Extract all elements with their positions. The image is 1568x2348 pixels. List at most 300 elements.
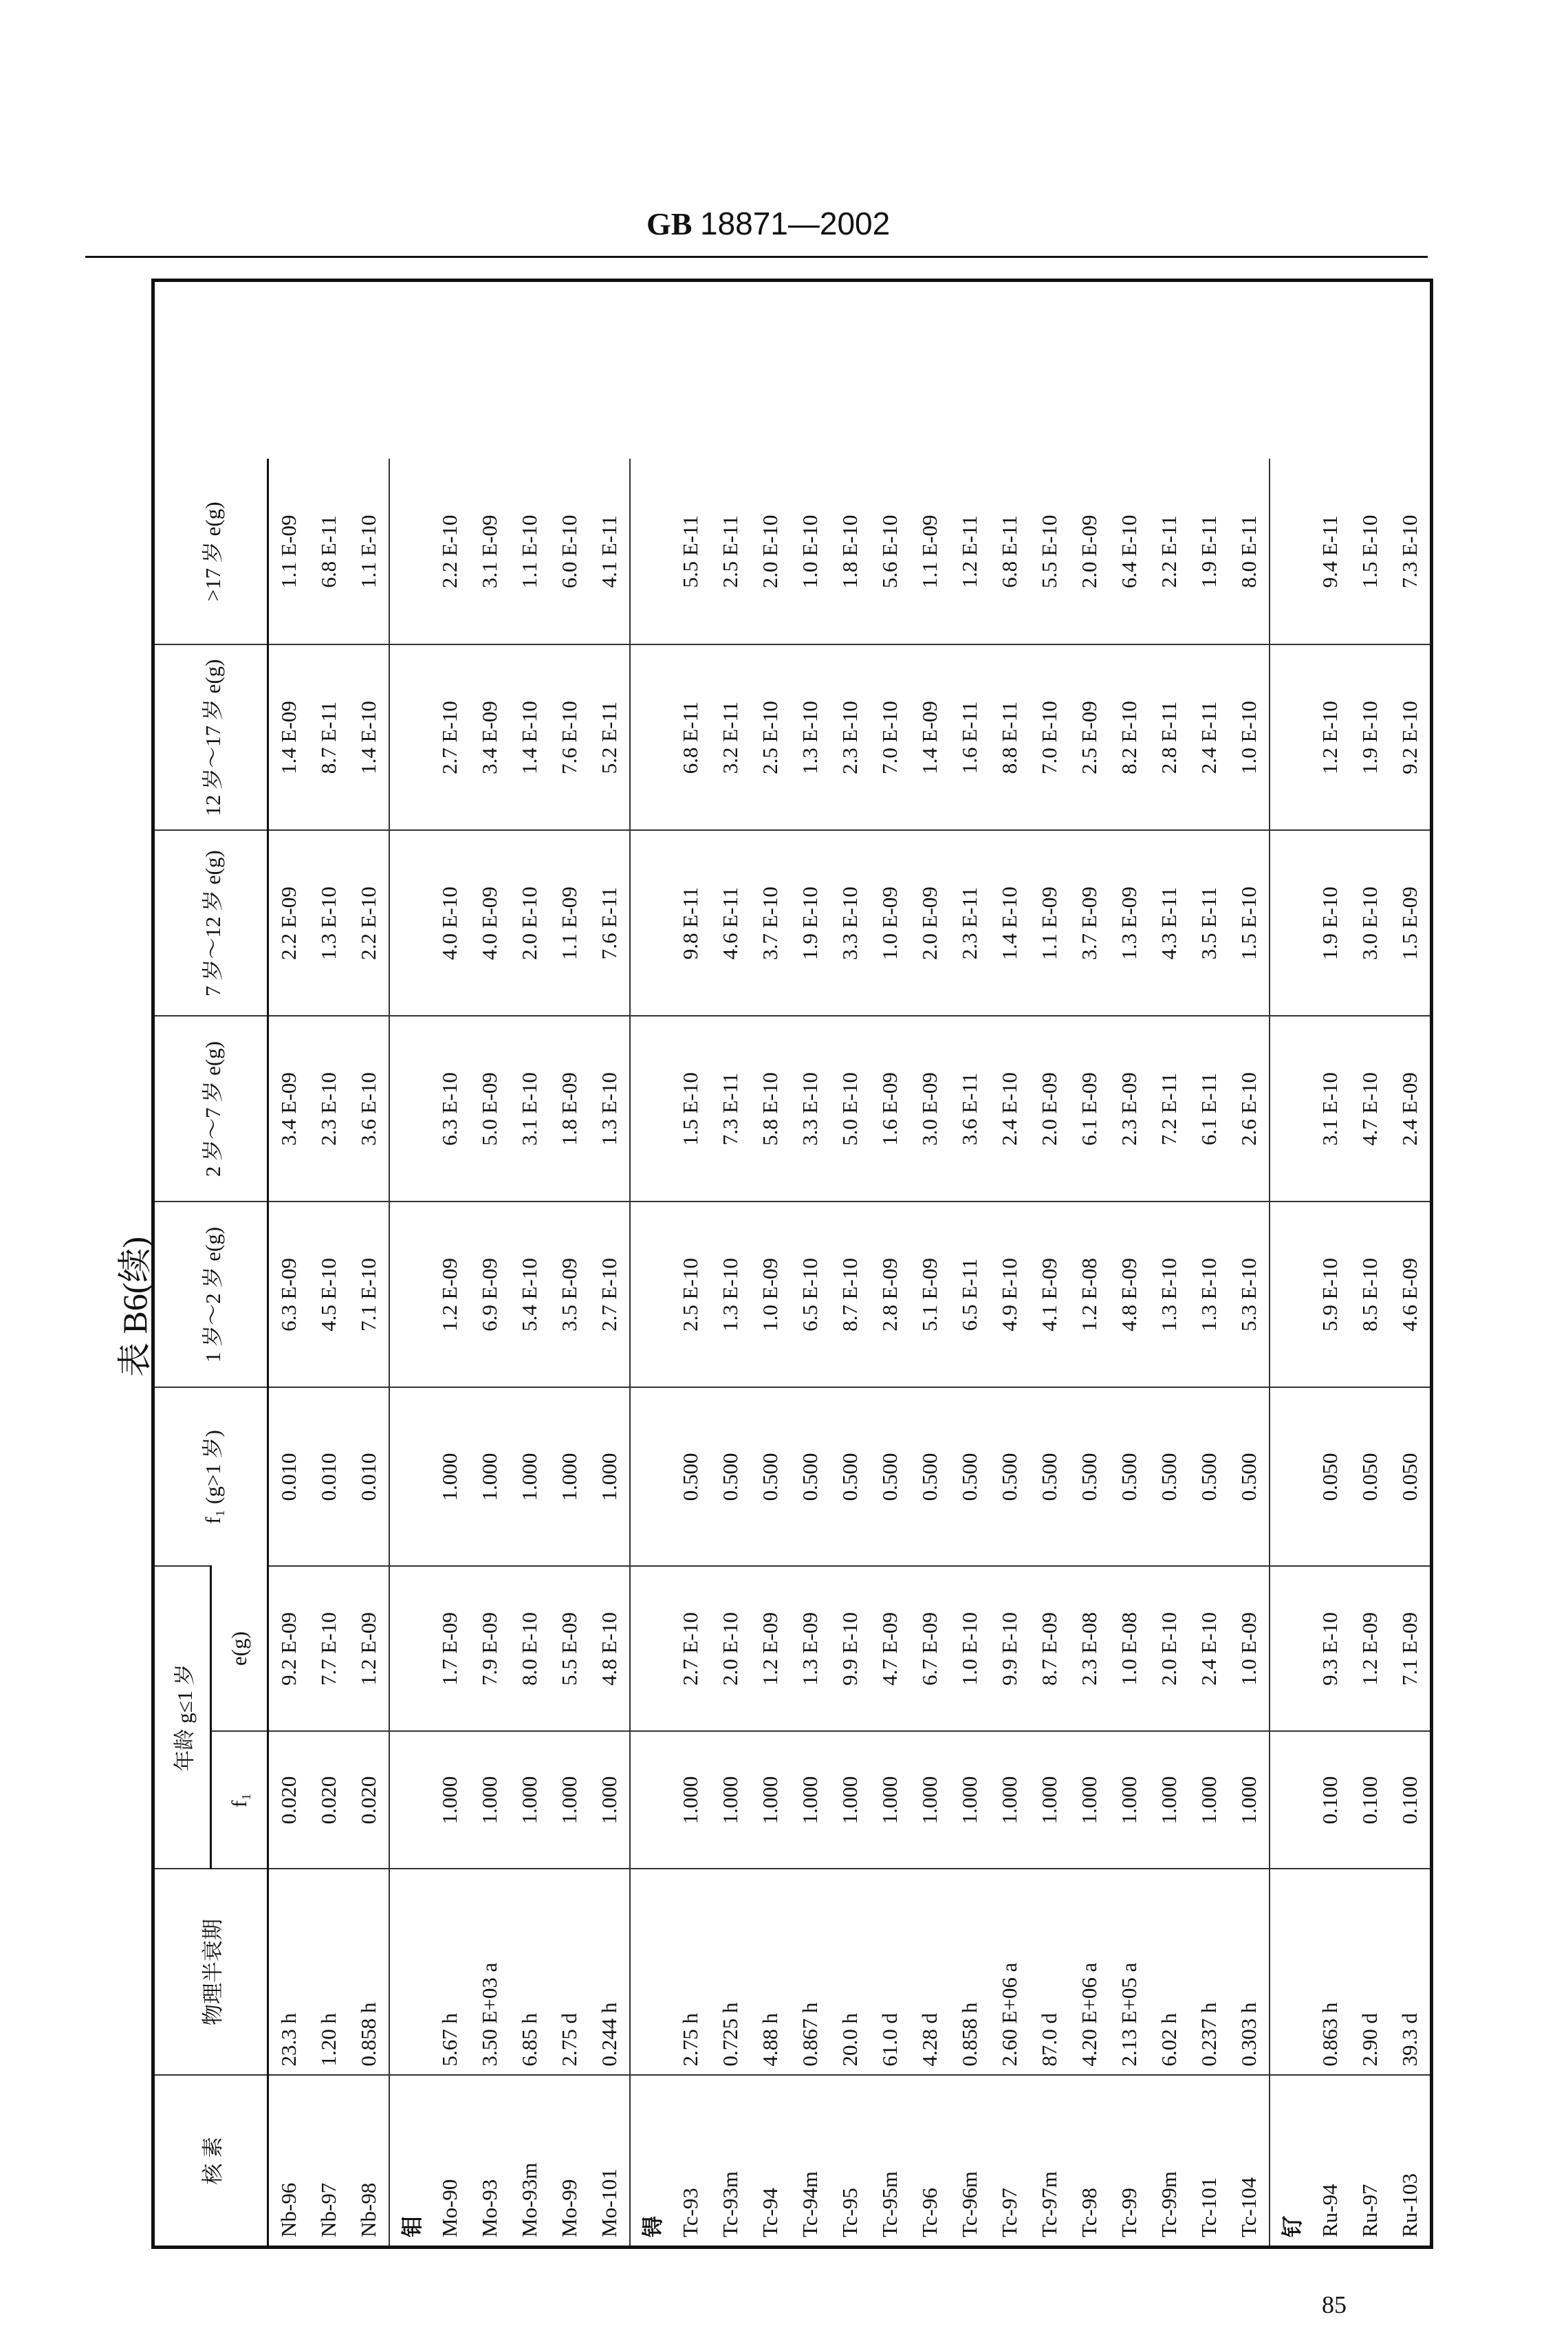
cell-e-7-12: 7.6 E-11 [589, 830, 630, 1016]
cell-e-2-7: 2.4 E-09 [1390, 1016, 1432, 1202]
cell-e-1-2: 1.2 E-09 [430, 1202, 470, 1387]
cell-infant-f1: 1.000 [589, 1732, 630, 1869]
cell-half-life: 2.60 E+06 a [990, 1869, 1030, 2076]
empty-cell [630, 644, 671, 830]
cell-e-1-2: 2.8 E-09 [870, 1202, 910, 1387]
cell-e-12-17: 1.4 E-09 [910, 644, 950, 830]
cell-nuclide: Tc-97 [990, 2076, 1030, 2248]
cell-infant-f1: 0.020 [309, 1732, 349, 1869]
cell-e-2-7: 5.0 E-09 [470, 1016, 510, 1202]
cell-half-life: 61.0 d [870, 1869, 910, 2076]
cell-e-1-2: 1.3 E-10 [1189, 1202, 1229, 1387]
cell-e-1-2: 8.7 E-10 [830, 1202, 870, 1387]
cell-e-1-2: 1.2 E-08 [1069, 1202, 1109, 1387]
cell-e-adult: 4.1 E-11 [597, 515, 621, 588]
cell-e-12-17: 1.9 E-10 [1350, 644, 1390, 830]
table-row [510, 280, 549, 2247]
cell-infant-f1: 1.000 [671, 1732, 710, 1869]
cell-half-life: 2.75 h [671, 1869, 710, 2076]
table-row [710, 280, 750, 2247]
cell-nuclide: Tc-94m [790, 2076, 830, 2248]
cell-infant-f1: 1.000 [750, 1732, 790, 1869]
table-row [750, 280, 790, 2247]
cell-nuclide: Tc-93m [710, 2076, 750, 2248]
header-infant-f1: f₁ [211, 1732, 268, 1869]
cell-e-12-17: 8.8 E-11 [990, 644, 1030, 830]
cell-infant-e: 7.7 E-10 [309, 1566, 349, 1731]
cell-e-12-17: 2.8 E-11 [1149, 644, 1189, 830]
cell-e-7-12: 3.5 E-11 [1189, 830, 1229, 1016]
cell-e-1-2: 1.0 E-09 [750, 1202, 790, 1387]
cell-e-7-12: 1.9 E-10 [1310, 830, 1350, 1016]
cell-e-12-17: 2.3 E-10 [830, 644, 870, 830]
cell-e-adult: 7.3 E-10 [1397, 514, 1422, 589]
cell-e-12-17: 7.0 E-10 [1030, 644, 1069, 830]
cell-nuclide: Nb-96 [268, 2076, 309, 2248]
empty-cell [1270, 1566, 1310, 1731]
cell-e-2-7: 2.0 E-09 [1030, 1016, 1069, 1202]
header-f1-older: f₁ (g>1 岁) [153, 1387, 268, 1566]
cell-f1-older: 0.500 [1229, 1387, 1270, 1566]
cell-nuclide: Tc-104 [1229, 2076, 1270, 2248]
cell-infant-e: 1.2 E-09 [750, 1566, 790, 1731]
cell-e-1-2: 4.5 E-10 [309, 1202, 349, 1387]
cell-infant-e: 2.3 E-08 [1069, 1566, 1109, 1731]
cell-e-2-7: 5.8 E-10 [750, 1016, 790, 1202]
empty-cell [1270, 1016, 1310, 1202]
empty-cell [630, 830, 671, 1016]
cell-e-7-12: 2.0 E-09 [910, 830, 950, 1016]
empty-cell [630, 1016, 671, 1202]
cell-f1-older: 0.050 [1310, 1387, 1350, 1566]
cell-e-7-12: 9.8 E-11 [671, 830, 710, 1016]
cell-e-7-12: 3.7 E-09 [1069, 830, 1109, 1016]
cell-e-1-2: 5.9 E-10 [1310, 1202, 1350, 1387]
cell-e-7-12: 1.0 E-09 [870, 830, 910, 1016]
cell-half-life: 0.237 h [1189, 1869, 1229, 2076]
cell-e-2-7: 2.3 E-10 [309, 1016, 349, 1202]
cell-nuclide: Nb-98 [349, 2076, 389, 2248]
cell-e-7-12: 4.6 E-11 [710, 830, 750, 1016]
cell-nuclide: Mo-93 [470, 2076, 510, 2248]
cell-infant-f1: 0.020 [349, 1732, 389, 1869]
cell-e-1-2: 1.3 E-10 [710, 1202, 750, 1387]
cell-nuclide: Nb-97 [309, 2076, 349, 2248]
cell-e-12-17: 6.8 E-11 [671, 644, 710, 830]
standard-header [646, 205, 890, 242]
cell-f1-older: 0.500 [950, 1387, 990, 1566]
table-row [1149, 280, 1189, 2247]
cell-e-2-7: 5.0 E-10 [830, 1016, 870, 1202]
cell-f1-older: 1.000 [470, 1387, 510, 1566]
cell-infant-e: 6.7 E-09 [910, 1566, 950, 1731]
cell-half-life: 4.20 E+06 a [1069, 1869, 1109, 2076]
cell-half-life: 2.13 E+05 a [1109, 1869, 1149, 2076]
cell-e-7-12: 2.2 E-09 [268, 830, 309, 1016]
empty-cell [389, 1387, 430, 1566]
cell-nuclide: Mo-93m [510, 2076, 549, 2248]
table-row [1350, 280, 1390, 2247]
cell-e-adult: 6.8 E-11 [316, 515, 340, 588]
cell-nuclide: Tc-95m [870, 2076, 910, 2248]
cell-e-2-7: 6.1 E-11 [1189, 1016, 1229, 1202]
table-row [990, 280, 1030, 2247]
cell-e-1-2: 8.5 E-10 [1350, 1202, 1390, 1387]
table-row [870, 280, 910, 2247]
cell-e-adult: 8.0 E-11 [1237, 515, 1261, 588]
cell-infant-e: 1.2 E-09 [349, 1566, 389, 1731]
cell-e-adult: 1.8 E-10 [838, 514, 862, 589]
cell-infant-e: 4.8 E-10 [589, 1566, 630, 1731]
cell-f1-older: 0.500 [830, 1387, 870, 1566]
cell-e-12-17: 1.4 E-10 [349, 644, 389, 830]
cell-e-12-17: 1.4 E-10 [510, 644, 549, 830]
header-half-life: 物理半衰期 [153, 1869, 268, 2076]
table-row [470, 280, 510, 2247]
cell-infant-f1: 0.100 [1390, 1732, 1432, 1869]
cell-e-7-12: 1.3 E-09 [1109, 830, 1149, 1016]
cell-infant-e: 7.1 E-09 [1390, 1566, 1432, 1731]
cell-e-12-17: 1.6 E-11 [950, 644, 990, 830]
cell-e-adult: 2.0 E-09 [1077, 514, 1101, 589]
cell-half-life: 0.725 h [710, 1869, 750, 2076]
cell-half-life: 6.02 h [1149, 1869, 1189, 2076]
cell-e-2-7: 6.3 E-10 [430, 1016, 470, 1202]
cell-e-1-2: 5.4 E-10 [510, 1202, 549, 1387]
empty-cell [389, 1869, 430, 2076]
table-row [589, 280, 630, 2247]
element-row [1270, 280, 1310, 2247]
header-age-2-7: 2 岁～7 岁 e(g) [153, 1016, 268, 1202]
cell-half-life: 4.28 d [910, 1869, 950, 2076]
cell-e-1-2: 2.7 E-10 [589, 1202, 630, 1387]
cell-half-life: 0.867 h [790, 1869, 830, 2076]
cell-e-2-7: 1.8 E-09 [549, 1016, 589, 1202]
table-row [430, 280, 470, 2247]
cell-infant-e: 2.0 E-10 [1149, 1566, 1189, 1731]
cell-half-life: 23.3 h [268, 1869, 309, 2076]
cell-nuclide: Tc-96m [950, 2076, 990, 2248]
cell-f1-older: 1.000 [430, 1387, 470, 1566]
cell-infant-f1: 1.000 [1189, 1732, 1229, 1869]
cell-f1-older: 0.500 [1109, 1387, 1149, 1566]
empty-cell [1270, 1202, 1310, 1387]
cell-f1-older: 0.010 [268, 1387, 309, 1566]
cell-e-2-7: 7.2 E-11 [1149, 1016, 1189, 1202]
cell-e-12-17: 1.2 E-10 [1310, 644, 1350, 830]
cell-infant-f1: 1.000 [1030, 1732, 1069, 1869]
table-row [549, 280, 589, 2247]
empty-cell [630, 1202, 671, 1387]
cell-e-1-2: 6.3 E-09 [268, 1202, 309, 1387]
cell-infant-f1: 1.000 [1229, 1732, 1270, 1869]
header-age-1-2: 1 岁～2 岁 e(g) [153, 1202, 268, 1387]
cell-infant-e: 1.0 E-09 [1229, 1566, 1270, 1731]
cell-nuclide: Tc-96 [910, 2076, 950, 2248]
cell-e-2-7: 2.6 E-10 [1229, 1016, 1270, 1202]
table-row [950, 280, 990, 2247]
cell-half-life: 2.75 d [549, 1869, 589, 2076]
header-rule [85, 256, 1428, 258]
cell-e-7-12: 1.1 E-09 [549, 830, 589, 1016]
cell-e-7-12: 3.3 E-10 [830, 830, 870, 1016]
cell-f1-older: 0.500 [671, 1387, 710, 1566]
cell-half-life: 2.90 d [1350, 1869, 1390, 2076]
cell-e-12-17: 2.5 E-09 [1069, 644, 1109, 830]
cell-e-7-12: 3.7 E-10 [750, 830, 790, 1016]
cell-infant-e: 2.4 E-10 [1189, 1566, 1229, 1731]
cell-half-life: 4.88 h [750, 1869, 790, 2076]
cell-infant-e: 7.9 E-09 [470, 1566, 510, 1731]
cell-infant-e: 9.9 E-10 [830, 1566, 870, 1731]
cell-e-12-17: 2.7 E-10 [430, 644, 470, 830]
cell-infant-f1: 1.000 [910, 1732, 950, 1869]
header-infant-e: e(g) [211, 1566, 268, 1731]
cell-nuclide: Mo-99 [549, 2076, 589, 2248]
cell-e-1-2: 5.3 E-10 [1229, 1202, 1270, 1387]
cell-nuclide: Tc-97m [1030, 2076, 1069, 2248]
cell-e-adult: 1.1 E-10 [517, 514, 541, 589]
cell-e-12-17: 3.4 E-09 [470, 644, 510, 830]
empty-cell [1270, 1732, 1310, 1869]
cell-nuclide: Mo-101 [589, 2076, 630, 2248]
cell-half-life: 87.0 d [1030, 1869, 1069, 2076]
empty-cell [389, 830, 430, 1016]
cell-nuclide: Tc-98 [1069, 2076, 1109, 2248]
cell-infant-f1: 1.000 [790, 1732, 830, 1869]
cell-infant-f1: 1.000 [1109, 1732, 1149, 1869]
cell-half-life: 39.3 d [1390, 1869, 1432, 2076]
cell-infant-e: 8.0 E-10 [510, 1566, 549, 1731]
cell-e-2-7: 2.4 E-10 [990, 1016, 1030, 1202]
cell-infant-f1: 0.100 [1350, 1732, 1390, 1869]
empty-cell [1270, 830, 1310, 1016]
cell-nuclide: Tc-94 [750, 2076, 790, 2248]
empty-cell [630, 1566, 671, 1731]
cell-f1-older: 0.500 [990, 1387, 1030, 1566]
cell-half-life: 0.244 h [589, 1869, 630, 2076]
cell-e-2-7: 1.5 E-10 [671, 1016, 710, 1202]
cell-infant-f1: 0.020 [268, 1732, 309, 1869]
table-row [349, 280, 389, 2247]
cell-e-2-7: 3.0 E-09 [910, 1016, 950, 1202]
cell-e-1-2: 3.5 E-09 [549, 1202, 589, 1387]
cell-e-adult: 1.0 E-10 [798, 514, 822, 589]
cell-e-2-7: 3.4 E-09 [268, 1016, 309, 1202]
empty-cell [389, 459, 430, 644]
cell-e-7-12: 1.5 E-09 [1390, 830, 1432, 1016]
cell-e-adult: 9.4 E-11 [1318, 515, 1342, 588]
cell-infant-f1: 1.000 [549, 1732, 589, 1869]
empty-cell [389, 1566, 430, 1731]
cell-e-2-7: 3.6 E-10 [349, 1016, 389, 1202]
cell-e-adult: 2.2 E-11 [1157, 515, 1181, 588]
cell-nuclide: Tc-95 [830, 2076, 870, 2248]
empty-cell [630, 1869, 671, 2076]
cell-e-7-12: 4.0 E-10 [430, 830, 470, 1016]
cell-nuclide: Tc-99 [1109, 2076, 1149, 2248]
cell-infant-e: 4.7 E-09 [870, 1566, 910, 1731]
cell-e-12-17: 8.2 E-10 [1109, 644, 1149, 830]
cell-f1-older: 0.500 [870, 1387, 910, 1566]
empty-cell [630, 459, 671, 644]
cell-e-adult: 5.6 E-10 [878, 514, 902, 589]
cell-e-7-12: 2.0 E-10 [510, 830, 549, 1016]
cell-nuclide: Tc-99m [1149, 2076, 1189, 2248]
cell-f1-older: 0.500 [910, 1387, 950, 1566]
cell-infant-e: 9.2 E-09 [268, 1566, 309, 1731]
cell-nuclide: Ru-103 [1390, 2076, 1432, 2248]
cell-f1-older: 0.500 [750, 1387, 790, 1566]
header-nuclide: 核 素 [153, 2076, 268, 2248]
cell-f1-older: 0.010 [349, 1387, 389, 1566]
cell-infant-f1: 1.000 [470, 1732, 510, 1869]
cell-infant-f1: 1.000 [510, 1732, 549, 1869]
table-row [1229, 280, 1270, 2247]
cell-f1-older: 0.050 [1390, 1387, 1432, 1566]
cell-e-12-17: 5.2 E-11 [589, 644, 630, 830]
table-row [1189, 280, 1229, 2247]
cell-infant-f1: 1.000 [710, 1732, 750, 1869]
empty-cell [1270, 459, 1310, 644]
header-age-7-12: 7 岁～12 岁 e(g) [153, 830, 268, 1016]
cell-e-12-17: 1.0 E-10 [1229, 644, 1270, 830]
rotated-table-container [151, 282, 1437, 2249]
cell-nuclide: Ru-97 [1350, 2076, 1390, 2248]
cell-infant-f1: 1.000 [1149, 1732, 1189, 1869]
cell-infant-f1: 1.000 [950, 1732, 990, 1869]
cell-e-adult: 1.1 E-10 [356, 514, 380, 589]
cell-infant-e: 5.5 E-09 [549, 1566, 589, 1731]
cell-infant-e: 2.7 E-10 [671, 1566, 710, 1731]
cell-half-life: 0.863 h [1310, 1869, 1350, 2076]
table-row [1069, 280, 1109, 2247]
cell-e-2-7: 4.7 E-10 [1350, 1016, 1390, 1202]
cell-infant-e: 1.2 E-09 [1350, 1566, 1390, 1731]
cell-e-7-12: 1.5 E-10 [1229, 830, 1270, 1016]
table-row [1390, 280, 1432, 2247]
cell-e-2-7: 3.3 E-10 [790, 1016, 830, 1202]
cell-e-7-12: 1.9 E-10 [790, 830, 830, 1016]
cell-e-7-12: 2.3 E-11 [950, 830, 990, 1016]
cell-e-2-7: 1.6 E-09 [870, 1016, 910, 1202]
cell-e-12-17: 1.4 E-09 [268, 644, 309, 830]
header-infant-group: 年龄 g≤1 岁 [153, 1566, 211, 1869]
table-caption-text: 表 B6(续) [116, 1236, 154, 1378]
cell-e-7-12: 1.3 E-10 [309, 830, 349, 1016]
cell-e-2-7: 1.3 E-10 [589, 1016, 630, 1202]
cell-half-life: 3.50 E+03 a [470, 1869, 510, 2076]
cell-e-adult: 6.4 E-10 [1117, 514, 1141, 589]
cell-infant-f1: 1.000 [430, 1732, 470, 1869]
cell-e-12-17: 9.2 E-10 [1390, 644, 1432, 830]
cell-f1-older: 0.500 [1069, 1387, 1109, 1566]
empty-cell [1270, 1869, 1310, 2076]
empty-cell [630, 1732, 671, 1869]
table-row [790, 280, 830, 2247]
cell-e-7-12: 4.3 E-11 [1149, 830, 1189, 1016]
cell-e-1-2: 6.5 E-10 [790, 1202, 830, 1387]
cell-e-adult: 1.2 E-11 [957, 515, 981, 588]
cell-infant-f1: 1.000 [870, 1732, 910, 1869]
cell-e-7-12: 3.0 E-10 [1350, 830, 1390, 1016]
table-row [830, 280, 870, 2247]
standard-code: GB [646, 206, 693, 241]
cell-f1-older: 1.000 [549, 1387, 589, 1566]
cell-f1-older: 1.000 [510, 1387, 549, 1566]
cell-f1-older: 0.010 [309, 1387, 349, 1566]
cell-e-2-7: 3.1 E-10 [1310, 1016, 1350, 1202]
empty-cell [1270, 1387, 1310, 1566]
cell-e-adult: 2.2 E-10 [437, 514, 461, 589]
cell-e-1-2: 1.3 E-10 [1149, 1202, 1189, 1387]
cell-e-2-7: 3.1 E-10 [510, 1016, 549, 1202]
table-row [268, 280, 309, 2247]
cell-e-7-12: 4.0 E-09 [470, 830, 510, 1016]
cell-e-1-2: 4.8 E-09 [1109, 1202, 1149, 1387]
cell-infant-f1: 1.000 [1069, 1732, 1109, 1869]
element-row [630, 280, 671, 2247]
cell-e-1-2: 4.9 E-10 [990, 1202, 1030, 1387]
cell-f1-older: 0.500 [1030, 1387, 1069, 1566]
header-age-12-17: 12 岁～17 岁 e(g) [153, 644, 268, 830]
cell-infant-e: 2.0 E-10 [710, 1566, 750, 1731]
cell-e-2-7: 7.3 E-11 [710, 1016, 750, 1202]
cell-e-1-2: 4.6 E-09 [1390, 1202, 1432, 1387]
cell-e-1-2: 6.5 E-11 [950, 1202, 990, 1387]
element-row [389, 280, 430, 2247]
cell-infant-f1: 1.000 [990, 1732, 1030, 1869]
cell-e-adult: 2.5 E-11 [718, 515, 742, 588]
cell-f1-older: 0.500 [790, 1387, 830, 1566]
header-age-gt17: >17 岁 e(g) [153, 459, 268, 644]
cell-infant-e: 8.7 E-09 [1030, 1566, 1069, 1731]
cell-half-life: 0.303 h [1229, 1869, 1270, 2076]
cell-infant-e: 1.0 E-08 [1109, 1566, 1149, 1731]
cell-e-adult: 6.8 E-11 [997, 515, 1021, 588]
table-row [910, 280, 950, 2247]
cell-infant-e: 9.9 E-10 [990, 1566, 1030, 1731]
cell-f1-older: 0.050 [1350, 1387, 1390, 1566]
cell-e-12-17: 8.7 E-11 [309, 644, 349, 830]
empty-cell [630, 1387, 671, 1566]
element-label: 钌 [1270, 2076, 1310, 2248]
cell-e-12-17: 2.5 E-10 [750, 644, 790, 830]
cell-e-adult: 1.9 E-11 [1197, 515, 1221, 588]
cell-e-1-2: 5.1 E-09 [910, 1202, 950, 1387]
dose-coefficient-table [151, 279, 1433, 2249]
table-row [1030, 280, 1069, 2247]
empty-cell [389, 1732, 430, 1869]
cell-nuclide: Mo-90 [430, 2076, 470, 2248]
cell-e-2-7: 2.3 E-09 [1109, 1016, 1149, 1202]
cell-half-life: 0.858 h [349, 1869, 389, 2076]
cell-half-life: 5.67 h [430, 1869, 470, 2076]
cell-e-7-12: 1.1 E-09 [1030, 830, 1069, 1016]
cell-e-adult: 1.1 E-09 [917, 514, 941, 589]
cell-e-1-2: 2.5 E-10 [671, 1202, 710, 1387]
empty-cell [389, 644, 430, 830]
cell-infant-e: 1.3 E-09 [790, 1566, 830, 1731]
cell-e-adult: 5.5 E-10 [1037, 514, 1061, 589]
empty-cell [1270, 644, 1310, 830]
cell-e-adult: 3.1 E-09 [477, 514, 501, 589]
element-label: 钼 [389, 2076, 430, 2248]
cell-e-12-17: 1.3 E-10 [790, 644, 830, 830]
cell-e-12-17: 7.6 E-10 [549, 644, 589, 830]
table-body [268, 280, 1432, 2247]
cell-half-life: 20.0 h [830, 1869, 870, 2076]
